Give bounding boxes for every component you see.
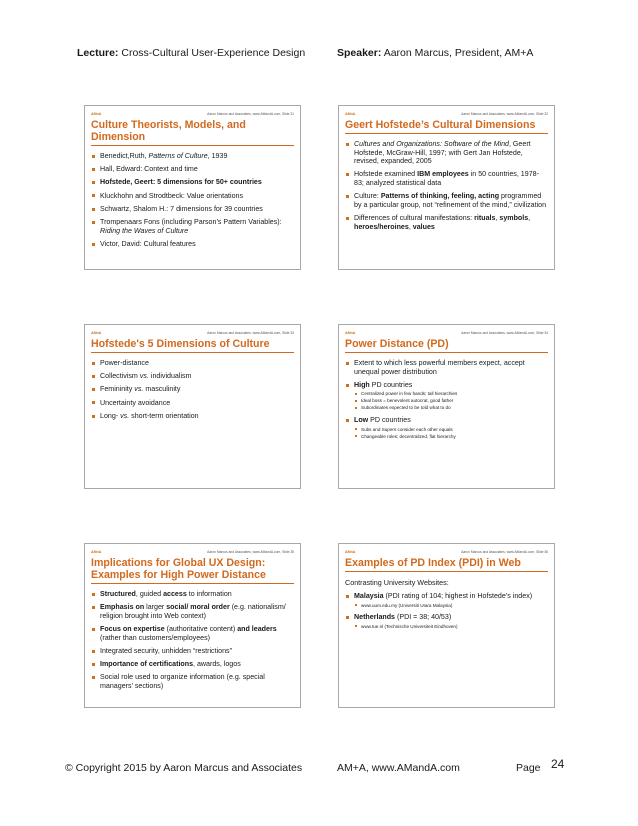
bullet-text: (authoritative content) bbox=[164, 624, 238, 633]
bullet-item bbox=[345, 192, 548, 209]
bullet-item bbox=[345, 416, 548, 440]
bullet-text: Netherlands bbox=[354, 613, 395, 622]
bullet-text: (PDI = 38; 40/53) bbox=[395, 613, 452, 622]
sub-bullet-item: Centralized power in few hands; tall hierarchies bbox=[354, 390, 548, 397]
slide-title: Implications for Global UX Design: Examples for High Power Distance bbox=[91, 557, 294, 584]
slide-body bbox=[345, 578, 548, 630]
slide-title: Geert Hofstede’s Cultural Dimensions bbox=[345, 119, 548, 134]
slide-thumbnail bbox=[84, 324, 301, 489]
slide-header-strip bbox=[91, 106, 294, 119]
slide-body bbox=[91, 359, 294, 420]
amanda-logo: AMnA bbox=[345, 112, 356, 116]
slide-credit: Aaron Marcus and Associates, www.AMandA.com, Slide 32 bbox=[461, 112, 548, 116]
bullet-text: Focus on expertise bbox=[100, 624, 165, 633]
bullet-text: Differences of cultural manifestations: bbox=[354, 213, 475, 222]
bullet-item bbox=[91, 399, 294, 408]
bullet-text: PD countries bbox=[368, 415, 411, 424]
bullet-text: , Geert Hofstede, McGraw-Hill, 1997; with Gert Jan Hofstede, revised, expanded, 2005 bbox=[354, 140, 531, 166]
bullet-item bbox=[91, 603, 294, 620]
bullet-text: heroes/heroines bbox=[354, 222, 409, 231]
bullet-text: values bbox=[412, 222, 435, 231]
sub-bullet-item: www.uum.edu.my (Universiti Utara Malaysia) bbox=[354, 602, 548, 609]
bullet-item bbox=[91, 412, 294, 421]
bullet-text: (e.g. nationalism/ religion brought into Web context) bbox=[100, 603, 286, 620]
bullet-item bbox=[91, 205, 294, 214]
bullet-text: to information bbox=[186, 590, 232, 598]
copyright-text: © Copyright 2015 by Aaron Marcus and Associates bbox=[65, 762, 303, 774]
bullet-item bbox=[91, 625, 294, 642]
slide-credit: Aaron Marcus and Associates, www.AMandA.com, Slide 33 bbox=[207, 331, 294, 335]
bullet-text: Low bbox=[354, 415, 369, 424]
bullet-list bbox=[345, 359, 548, 440]
sub-bullet-item: Subordinates expected to be told what to do bbox=[354, 404, 548, 411]
slide-title: Culture Theorists, Models, and Dimension bbox=[91, 119, 294, 146]
bullet-text: (rather than customers/employees) bbox=[100, 633, 210, 642]
lecture-title: Cross-Cultural User-Experience Design bbox=[121, 47, 306, 59]
bullet-list bbox=[345, 592, 548, 630]
bullet-item bbox=[91, 165, 294, 174]
bullet-item bbox=[345, 359, 548, 376]
slide-header-strip bbox=[345, 544, 548, 557]
slide-credit: Aaron Marcus and Associates, www.AMandA.com, Slide 34 bbox=[461, 331, 548, 335]
amanda-logo: AMnA bbox=[91, 331, 102, 335]
bullet-text: Social role used to organize information (e.g. special managers’ sections) bbox=[100, 673, 265, 690]
bullet-text: Femininity bbox=[100, 385, 135, 394]
bullet-item bbox=[91, 240, 294, 249]
bullet-list bbox=[91, 590, 294, 690]
bullet-text: Power-distance bbox=[100, 359, 149, 367]
bullet-item bbox=[345, 140, 548, 166]
speaker-header bbox=[337, 47, 533, 59]
bullet-text: symbols bbox=[499, 213, 529, 222]
slide-thumbnail bbox=[338, 105, 555, 270]
slide-body bbox=[91, 152, 294, 248]
slide-thumbnail bbox=[338, 543, 555, 708]
bullet-text: , awards, logos bbox=[193, 659, 241, 668]
slide-thumbnail bbox=[84, 105, 301, 270]
speaker-label: Speaker: bbox=[337, 47, 382, 59]
bullet-text: Structured bbox=[100, 590, 136, 598]
bullet-text: , guided bbox=[135, 590, 164, 598]
bullet-item bbox=[345, 214, 548, 231]
lecture-label: Lecture: bbox=[77, 47, 119, 59]
slide-credit: Aaron Marcus and Associates, www.AMandA.com, Slide 36 bbox=[461, 550, 548, 554]
sub-bullet-list bbox=[354, 602, 548, 609]
sub-bullet-list bbox=[354, 426, 548, 440]
bullet-text: , bbox=[528, 213, 531, 222]
bullet-text: (PDI rating of 104; highest in Hofstede’s index) bbox=[383, 592, 533, 600]
bullet-text: Uncertainty avoidance bbox=[100, 398, 171, 407]
bullet-text: Benedict,Ruth, bbox=[100, 152, 149, 160]
sub-bullet-item: Subs and Supers consider each other equals bbox=[354, 426, 548, 433]
bullet-list bbox=[91, 152, 294, 248]
website-text: AM+A, www.AMandA.com bbox=[337, 762, 460, 774]
bullet-text: vs. bbox=[134, 385, 144, 394]
bullet-text: Integrated security, unhidden “restrictions” bbox=[100, 646, 232, 655]
bullet-item bbox=[91, 660, 294, 669]
bullet-item bbox=[345, 613, 548, 630]
amanda-logo: AMnA bbox=[345, 550, 356, 554]
bullet-item bbox=[345, 170, 548, 187]
bullet-text: Emphasis on bbox=[100, 603, 145, 612]
bullet-list bbox=[91, 359, 294, 420]
bullet-text: Hofstede, Geert: 5 dimensions for 50+ countries bbox=[100, 178, 262, 187]
slide-credit: Aaron Marcus and Associates, www.AMandA.com, Slide 35 bbox=[207, 550, 294, 554]
bullet-text: individualism bbox=[148, 372, 192, 381]
bullet-text: , bbox=[495, 213, 500, 222]
bullet-item bbox=[91, 192, 294, 201]
bullet-item bbox=[91, 372, 294, 381]
slide-body bbox=[345, 359, 548, 440]
bullet-text: short-term orientation bbox=[129, 411, 199, 420]
bullet-text: Extent to which less powerful members expect, accept unequal power distribution bbox=[354, 359, 525, 376]
bullet-item bbox=[91, 647, 294, 656]
slide-thumbnail bbox=[84, 543, 301, 708]
bullet-text: Importance of certifications bbox=[100, 659, 194, 668]
slide-body bbox=[345, 140, 548, 231]
sub-bullet-item: Changeable roles; decentralized, flat hierarchy bbox=[354, 433, 548, 440]
bullet-text: Kluckhohn and Strodtbeck: Value orientations bbox=[100, 191, 244, 200]
bullet-item bbox=[345, 381, 548, 412]
slide-header-strip bbox=[345, 106, 548, 119]
bullet-text: Cultures and Organizations: Software of the Mind bbox=[354, 140, 509, 148]
sub-bullet-list bbox=[354, 390, 548, 411]
bullet-text: Victor, David: Cultural features bbox=[100, 239, 196, 248]
bullet-text: Culture: bbox=[354, 192, 381, 201]
bullet-text: High bbox=[354, 380, 370, 389]
bullet-text: Schwartz, Shalom H.: 7 dimensions for 39 countries bbox=[100, 204, 263, 213]
bullet-text: vs. bbox=[120, 411, 130, 420]
bullet-text: larger bbox=[144, 603, 167, 612]
bullet-text: Malaysia bbox=[354, 592, 384, 600]
sub-bullet-list bbox=[354, 623, 548, 630]
bullet-text: access bbox=[163, 590, 187, 598]
sub-bullet-item: www.tue.nl (Technische Universiteit Eindhoven) bbox=[354, 623, 548, 630]
bullet-text: masculinity bbox=[143, 385, 181, 394]
bullet-text: social/ moral order bbox=[166, 603, 230, 612]
lecture-header bbox=[77, 47, 305, 59]
slide-credit: Aaron Marcus and Associates, www.AMandA.com, Slide 31 bbox=[207, 112, 294, 116]
bullet-text: in 50 countries, 1978-83; analyzed statistical data bbox=[354, 170, 539, 187]
bullet-item bbox=[91, 359, 294, 368]
slide-title: Examples of PD Index (PDI) in Web bbox=[345, 557, 548, 572]
bullet-text: Patterns of thinking, feeling, acting bbox=[380, 192, 500, 201]
bullet-text: , bbox=[408, 222, 413, 231]
slide-header-strip bbox=[345, 325, 548, 338]
bullet-item bbox=[91, 590, 294, 599]
bullet-text: Hofstede examined bbox=[354, 170, 418, 179]
sub-bullet-item: Ideal boss = benevolent autocrat, good father bbox=[354, 397, 548, 404]
bullet-text: PD countries bbox=[369, 380, 413, 389]
slide-header-strip bbox=[91, 325, 294, 338]
bullet-text: IBM employees bbox=[417, 170, 469, 179]
bullet-item bbox=[91, 673, 294, 690]
slide-title: Power Distance (PD) bbox=[345, 338, 548, 353]
slide-title: Hofstede's 5 Dimensions of Culture bbox=[91, 338, 294, 353]
amanda-logo: AMnA bbox=[345, 331, 356, 335]
bullet-item bbox=[91, 152, 294, 161]
slide-header-strip bbox=[91, 544, 294, 557]
bullet-text: Hall, Edward: Context and time bbox=[100, 165, 198, 174]
bullet-text: vs. bbox=[139, 372, 149, 381]
page-number: 24 bbox=[551, 757, 565, 771]
bullet-text: Long- bbox=[100, 411, 121, 420]
bullet-item bbox=[91, 178, 294, 187]
bullet-text: Patterns of Culture bbox=[148, 152, 208, 160]
bullet-item bbox=[345, 592, 548, 609]
amanda-logo: AMnA bbox=[91, 112, 102, 116]
bullet-text: rituals bbox=[474, 213, 496, 222]
speaker-name: Aaron Marcus, President, AM+A bbox=[383, 47, 534, 59]
slide-thumbnail bbox=[338, 324, 555, 489]
bullet-text: Collectivism bbox=[100, 372, 140, 381]
slide-intro: Contrasting University Websites: bbox=[345, 578, 449, 587]
bullet-text: programmed by a particular group, not “refinement of the mind,” civilization bbox=[354, 192, 547, 209]
bullet-text: , 1939 bbox=[207, 152, 228, 160]
bullet-text: Trompenaars Fons (including Parson’s Pattern Variables): bbox=[100, 217, 282, 226]
amanda-logo: AMnA bbox=[91, 550, 102, 554]
bullet-list bbox=[345, 140, 548, 231]
bullet-text: Riding the Waves of Culture bbox=[100, 226, 189, 235]
bullet-item bbox=[91, 218, 294, 235]
slide-body bbox=[91, 590, 294, 690]
bullet-text: and leaders bbox=[237, 624, 277, 633]
page-label: Page bbox=[516, 762, 541, 774]
bullet-item bbox=[91, 385, 294, 394]
